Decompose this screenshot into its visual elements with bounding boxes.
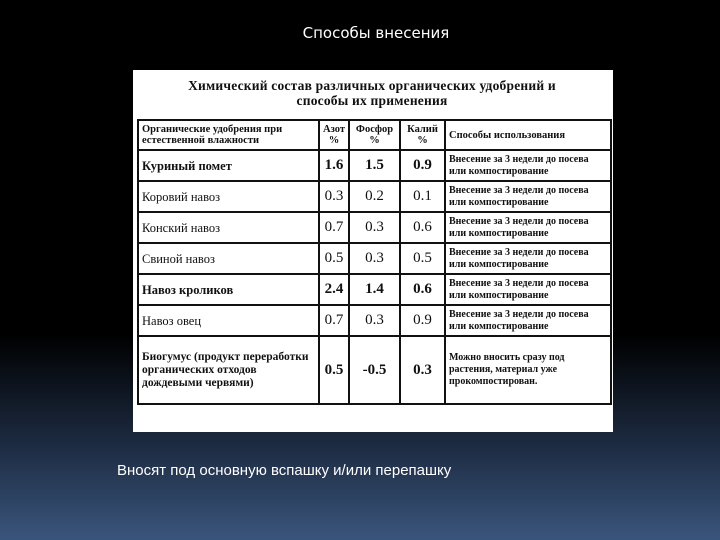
phosphorus-value: 0.3 <box>349 212 400 243</box>
method-text: Можно вносить сразу под растения, материал уже прокомпостирован. <box>445 336 611 404</box>
nitrogen-value: 0.5 <box>319 243 349 274</box>
table-row <box>138 150 611 181</box>
fertilizer-table <box>137 119 612 405</box>
method-text: Внесение за 3 недели до посева или компостирование <box>445 243 611 274</box>
table-row <box>138 243 611 274</box>
phosphorus-value: 0.3 <box>349 305 400 336</box>
phosphorus-value: 0.3 <box>349 243 400 274</box>
table-row <box>138 212 611 243</box>
phosphorus-value: 0.2 <box>349 181 400 212</box>
nitrogen-value: 0.5 <box>319 336 349 404</box>
potassium-value: 0.9 <box>400 150 445 181</box>
header-nitrogen: Азот % <box>319 120 349 150</box>
table-row <box>138 274 611 305</box>
header-potassium: Калий % <box>400 120 445 150</box>
document-title-line-1: Химический состав различных органических удобрений и <box>188 78 556 93</box>
table-header-row <box>138 120 611 150</box>
potassium-value: 0.3 <box>400 336 445 404</box>
method-text: Внесение за 3 недели до посева или компостирование <box>445 274 611 305</box>
slide-caption: Вносят под основную вспашку и/или перепашку <box>117 462 452 479</box>
header-method: Способы использования <box>445 120 611 150</box>
fertilizer-name: Куриный помет <box>138 150 319 181</box>
table-row <box>138 305 611 336</box>
potassium-value: 0.1 <box>400 181 445 212</box>
scanned-document <box>133 70 613 432</box>
fertilizer-name: Навоз кроликов <box>138 274 319 305</box>
method-text: Внесение за 3 недели до посева или компостирование <box>445 212 611 243</box>
phosphorus-value: 1.5 <box>349 150 400 181</box>
fertilizer-name: Коровий навоз <box>138 181 319 212</box>
potassium-value: 0.6 <box>400 212 445 243</box>
document-title-line-2: способы их применения <box>296 93 448 108</box>
nitrogen-value: 0.7 <box>319 212 349 243</box>
header-fertilizer: Органические удобрения при естественной влажности <box>138 120 319 150</box>
fertilizer-name: Навоз овец <box>138 305 319 336</box>
nitrogen-value: 0.3 <box>319 181 349 212</box>
slide-title: Способы внесения <box>302 24 450 42</box>
header-phosphorus: Фосфор % <box>349 120 400 150</box>
phosphorus-value: 1.4 <box>349 274 400 305</box>
method-text: Внесение за 3 недели до посева или компостирование <box>445 181 611 212</box>
nitrogen-value: 0.7 <box>319 305 349 336</box>
potassium-value: 0.9 <box>400 305 445 336</box>
method-text: Внесение за 3 недели до посева или компостирование <box>445 150 611 181</box>
document-title <box>137 78 607 108</box>
fertilizer-name: Биогумус (продукт переработки органических отходов дождевыми червями) <box>138 336 319 404</box>
fertilizer-name: Конский навоз <box>138 212 319 243</box>
nitrogen-value: 2.4 <box>319 274 349 305</box>
potassium-value: 0.5 <box>400 243 445 274</box>
table-row <box>138 181 611 212</box>
fertilizer-name: Свиной навоз <box>138 243 319 274</box>
method-text: Внесение за 3 недели до посева или компостирование <box>445 305 611 336</box>
nitrogen-value: 1.6 <box>319 150 349 181</box>
potassium-value: 0.6 <box>400 274 445 305</box>
phosphorus-value: -0.5 <box>349 336 400 404</box>
table-row <box>138 336 611 404</box>
